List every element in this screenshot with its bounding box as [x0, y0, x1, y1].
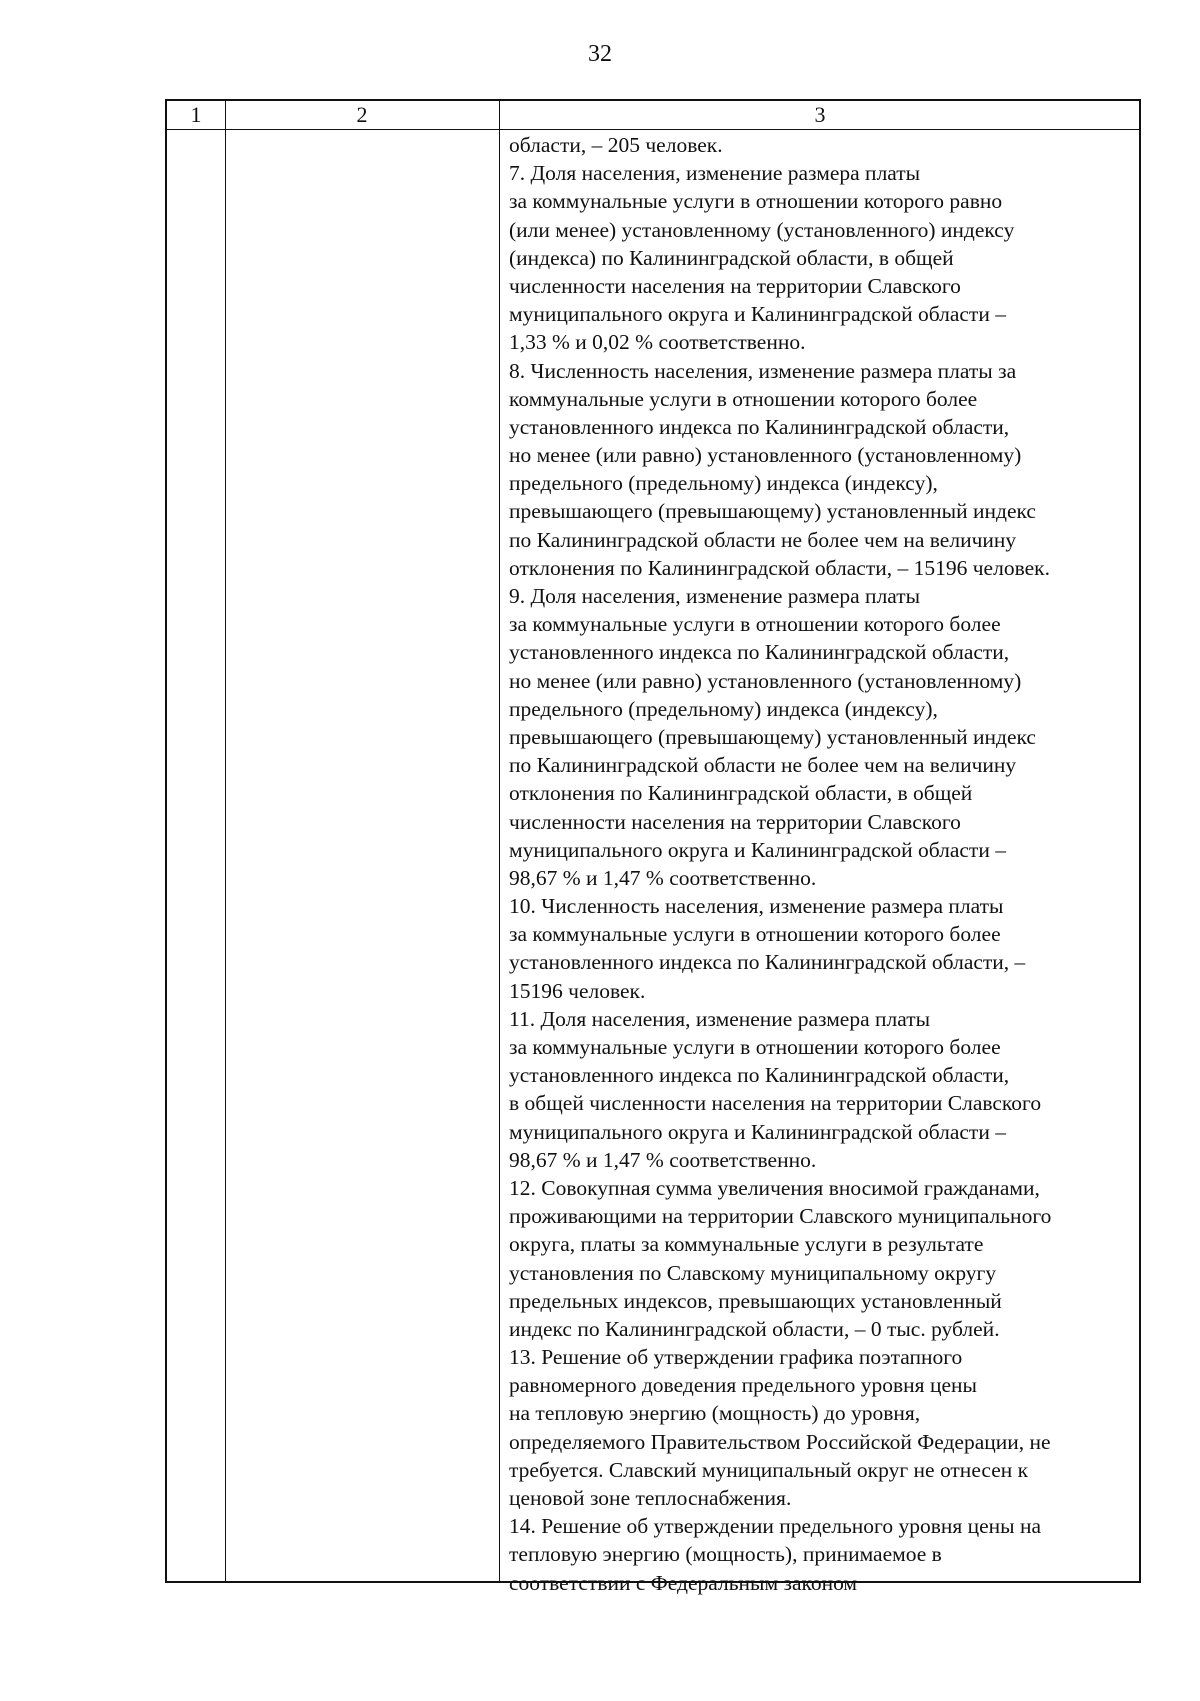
text-line: соответствии с Федеральным законом [509, 1570, 858, 1595]
text-line: но менее (или равно) установленного (установленному) [509, 443, 1022, 468]
text-line: округа, платы за коммунальные услуги в результате [509, 1232, 984, 1257]
text-line: (индекса) по Калининградской области, в общей [509, 245, 954, 270]
text-line: превышающего (превышающему) установленный индекс [509, 724, 1036, 749]
text-line: коммунальные услуги в отношении которого более [509, 386, 978, 411]
text-line: но менее (или равно) установленного (установленному) [509, 668, 1022, 693]
text-line: равномерного доведения предельного уровня цены [509, 1373, 977, 1398]
text-line: установленного индекса по Калининградской области, [509, 414, 1010, 439]
text-line: за коммунальные услуги в отношении которого более [509, 1035, 1001, 1059]
text-line: отклонения по Калининградской области, – 15196 человек. [509, 555, 1050, 580]
text-line: превышающего (превышающему) установленный индекс [509, 499, 1036, 524]
column-divider [499, 101, 500, 1581]
text-line: 11. Доля населения, изменение размера платы [509, 1006, 931, 1031]
column-3-text [509, 131, 1139, 1597]
text-line: муниципального округа и Калининградской области – [509, 1119, 1006, 1144]
text-line: требуется. Славский муниципальный округ не отнесен к [509, 1457, 1029, 1482]
text-line: 10. Численность населения, изменение размера платы [509, 894, 1004, 919]
column-header-3: 3 [814, 102, 826, 127]
text-line: численности населения на территории Славского [509, 809, 961, 834]
text-line: 98,67 % и 1,47 % соответственно. [509, 865, 817, 890]
text-line: 1,33 % и 0,02 % соответственно. [509, 330, 806, 355]
text-line: по Калининградской области не более чем на величину [509, 753, 1017, 778]
text-line: установленного индекса по Калининградской области, [509, 640, 1010, 665]
text-line: установленного индекса по Калининградской области, – [509, 950, 1026, 975]
text-line: предельных индексов, превышающих установленный [509, 1288, 1002, 1313]
text-line: 14. Решение об утверждении предельного уровня цены на [509, 1514, 1042, 1539]
page-number: 32 [588, 41, 612, 67]
text-line: ценовой зоне теплоснабжения. [509, 1486, 792, 1510]
text-line: 7. Доля населения, изменение размера платы [509, 161, 921, 186]
text-line: предельного (предельному) индекса (индексу), [509, 696, 938, 721]
text-line: 13. Решение об утверждении графика поэтапного [509, 1345, 963, 1370]
text-line: 98,67 % и 1,47 % соответственно. [509, 1147, 817, 1172]
text-line: по Калининградской области не более чем на величину [509, 527, 1017, 552]
text-line: за коммунальные услуги в отношении которого более [509, 612, 1001, 637]
text-line: установленного индекса по Калининградской области, [509, 1063, 1010, 1088]
text-line: за коммунальные услуги в отношении которого равно [509, 189, 1003, 214]
header-divider [167, 129, 1139, 130]
text-line: численности населения на территории Славского [509, 273, 961, 298]
text-line: установления по Славскому муниципальному округу [509, 1260, 997, 1285]
text-line: в общей численности населения на территории Славского [509, 1091, 1042, 1116]
text-line: муниципального округа и Калининградской области – [509, 837, 1006, 862]
text-line: (или менее) установленному (установленного) индексу [509, 217, 1015, 242]
column-header-1: 1 [190, 102, 202, 127]
text-line: на тепловую энергию (мощность) до уровня, [509, 1401, 921, 1426]
text-line: определяемого Правительством Российской Федерации, не [509, 1429, 1051, 1454]
text-line: 12. Совокупная сумма увеличения вносимой гражданами, [509, 1175, 1040, 1200]
document-table [165, 99, 1141, 1595]
text-line: проживающими на территории Славского муниципального [509, 1204, 1052, 1229]
text-line: 15196 человек. [509, 978, 646, 1003]
column-divider [225, 101, 226, 1581]
column-header-2: 2 [356, 102, 368, 127]
text-line: муниципального округа и Калининградской области – [509, 302, 1006, 327]
text-line: за коммунальные услуги в отношении которого более [509, 922, 1001, 947]
text-line: области, – 205 человек. [509, 133, 723, 157]
text-line: 8. Численность населения, изменение размера платы за [509, 358, 1017, 383]
text-line: отклонения по Калининградской области, в общей [509, 781, 973, 806]
text-line: тепловую энергию (мощность), принимаемое в [509, 1542, 942, 1567]
text-line: предельного (предельному) индекса (индексу), [509, 471, 938, 496]
text-line: 9. Доля населения, изменение размера платы [509, 584, 921, 608]
text-line: индекс по Калининградской области, – 0 тыс. рублей. [509, 1316, 1000, 1341]
